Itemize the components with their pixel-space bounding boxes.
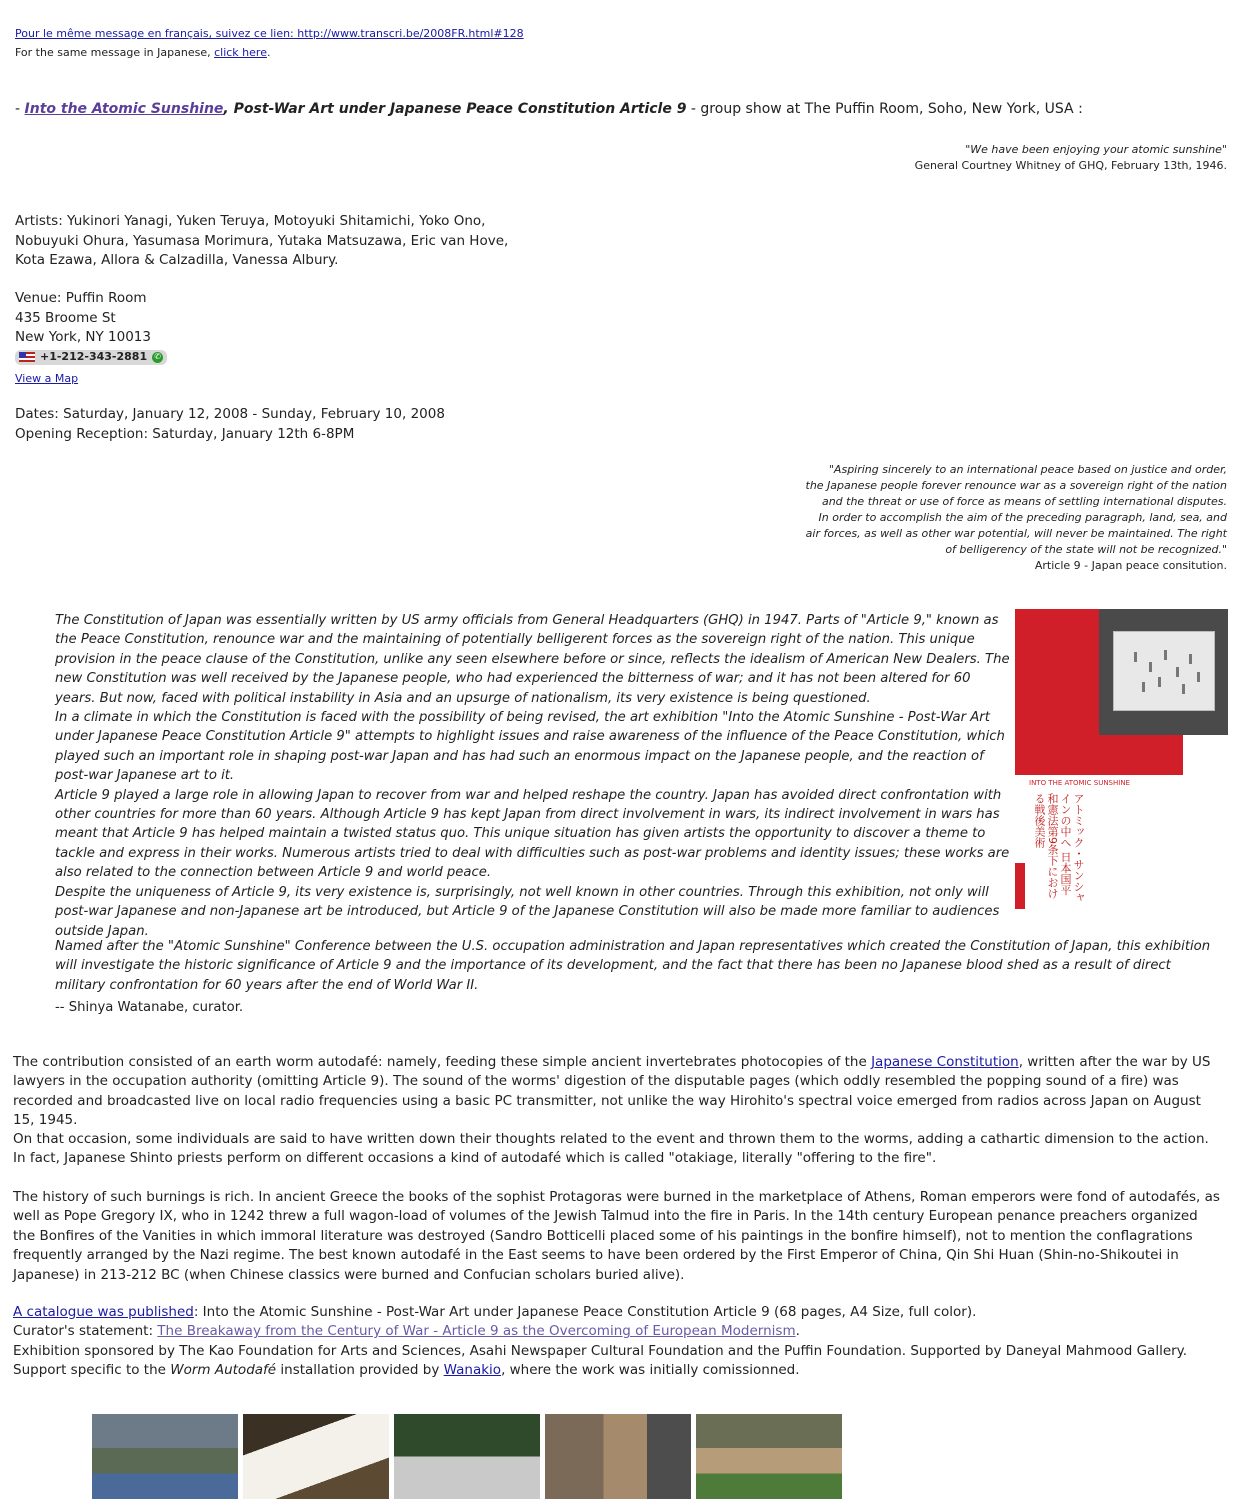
curator-statement-link[interactable]: The Breakaway from the Century of War - Article 9 as the Overcoming of European Modernism [157,1323,796,1340]
support-text-b: installation provided by [276,1362,444,1379]
curator-statement-label: Curator's statement: [13,1323,158,1340]
body-paragraph-3 [13,1188,1223,1285]
venue-city: New York, NY 10013 [15,329,151,345]
thumbnail-photo-2[interactable] [243,1414,389,1499]
french-version-link[interactable]: Pour le même message en français, suivez ce lien: http://www.transcri.be/2008FR.html#128 [15,27,524,40]
poster-japanese-title: アトミック・サンシャインの中へ 日本国平和憲法第9条下における戦後美術 [1033,793,1085,903]
sponsors-text: Exhibition sponsored by The Kao Foundation for Arts and Sciences, Asahi Newspaper Cultural Foundation and the Puffin Foundation. Supported by Daneyal Mahmood Gallery. [13,1342,1188,1359]
article9-attribution: Article 9 - Japan peace consitution. [1034,559,1227,572]
essay-paragraph-5: Named after the "Atomic Sunshine" Conference between the U.S. occupation administration and Japan representatives which created the Constitution of Japan, this exhibition will investigate the historic significance of Article 9 and the importance of its development, and the fact that there has been no Japanese blood shed as a result of direct military confrontation for 60 years after the end of World War II. [55,939,1211,993]
call-icon: ✆ [152,352,163,363]
curator-statement-end: . [795,1323,800,1340]
installation-table [1113,631,1215,711]
curator-signature: -- Shinya Watanabe, curator. [55,1000,244,1015]
exhibition-dates: Dates: Saturday, January 12, 2008 - Sunday, February 10, 2008 [15,406,445,422]
catalogue-link[interactable]: A catalogue was published [13,1304,194,1320]
curator-essay [55,611,1013,941]
japanese-prefix: For the same message in Japanese, [15,46,215,59]
article9-quote [757,462,1227,574]
essay-paragraph-3: Article 9 played a large role in allowing Japan to recover from war and helped reshape the country. Japan has avoided direct confrontation with other countries for more than 60 years. Although Article 9 has kept Japan from direct involvement in wars, its indirect involvement in wars has meant that Article 9 has helped maintain a twisted status quo. This unique situation has given artists the opportunity to discover a theme to tackle and express in their works. Numerous artists tried to deal with difficulties such as post-war problems and identity issues; these works are also related to the connection between Article 9 and world peace. [55,787,1010,881]
phone-number: +1-212-343-2881 [40,350,148,364]
artists-list [15,212,508,271]
body-paragraph-2 [13,1130,1223,1169]
thumbnail-photo-1[interactable] [92,1414,238,1499]
support-text-c: , where the work was initially comissionned. [501,1362,800,1379]
french-version-link-line [15,27,524,40]
body-p3-text: The history of such burnings is rich. In ancient Greece the books of the sophist Protagoras were burned in the marketplace of Athens, Roman emperors were fond of autodafés, as well as Pope Gregory IX, who in 1242 threw a full wagon-load of volumes of the Jewish Talmud into the fire in Paris. In the 14th century European penance preachers organized the Bonfires of the Vanities in which immoral literature was destroyed (Sandro Botticelli placed some of his paintings in the bonfire himself), not to mention the conflagrations frequently arranged by the Nazi regime. The best known autodafé in the East seems to have been ordered by the First Emperor of China, Qin Shi Huan (Shin-no-Shikoutei in Japanese) in 213-212 BC (when Chinese classics were burned and Confucian scholars buried alive). [13,1189,1220,1283]
worm-autodafe-title: Worm Autodafé [170,1362,277,1379]
essay-paragraph-4: Despite the uniqueness of Article 9, its very existence is, surprisingly, not well known in other countries. Through this exhibition, not only will post-war Japanese and non-Japanese art be introduced, but Article 9 of the Japanese Constitution will also be made more familiar to audiences outside Japan. [55,884,1000,939]
poster-caption: INTO THE ATOMIC SUNSHINE [1029,779,1130,787]
japanese-constitution-link[interactable]: Japanese Constitution [871,1054,1019,1070]
article9-quote-line-4: In order to accomplish the aim of the preceding paragraph, land, sea, and [818,511,1227,524]
venue-street: 435 Broome St [15,309,116,326]
whitney-quote-attribution: General Courtney Whitney of GHQ, February 13th, 1946. [914,159,1227,172]
show-title-link[interactable]: Into the Atomic Sunshine [24,101,224,117]
body-p2-text: On that occasion, some individuals are said to have written down their thoughts related to the event and thrown them to the worms, adding a cathartic dimension to the action. In fact, Japanese Shinto priests perform on different occasions a kind of autodafé which is called "otakiage, literally "offering to the fire". [13,1131,1209,1167]
body-paragraph-1 [13,1053,1223,1131]
whitney-quote-text: "We have been enjoying your atomic sunshine" [965,143,1227,156]
body-p1-text-a: The contribution consisted of an earth worm autodafé: namely, feeding these simple ancient invertebrates photocopies of the [13,1054,872,1070]
phone-badge[interactable] [15,350,167,365]
credits-block [13,1303,1223,1381]
whitney-quote [915,142,1227,174]
japanese-version-link[interactable]: click here [214,46,267,59]
artists-line-1: Artists: Yukinori Yanagi, Yuken Teruya, Motoyuki Shitamichi, Yoko Ono, [15,213,486,229]
wanakio-link[interactable]: Wanakio [443,1362,502,1379]
artists-line-3: Kota Ezawa, Allora & Calzadilla, Vanessa Albury. [15,252,339,268]
article9-quote-line-1: "Aspiring sincerely to an international peace based on justice and order, [828,463,1227,476]
artists-line-2: Nobuyuki Ohura, Yasumasa Morimura, Yutaka Matsuzawa, Eric van Hove, [15,232,509,249]
support-text-a: Support specific to the [13,1362,171,1379]
title-dash: - [15,101,25,117]
us-flag-icon [19,352,35,362]
show-venue-text: - group show at The Puffin Room, Soho, New York, USA : [686,101,1083,117]
article9-quote-line-2: the Japanese people forever renounce war as a sovereign right of the nation [805,479,1227,492]
article9-quote-line-6: of belligerency of the state will not be recognized." [945,543,1227,556]
photo-thumbnails [92,1414,842,1499]
thumbnail-photo-3[interactable] [394,1414,540,1499]
venue-block [15,289,167,388]
article9-quote-line-5: air forces, as well as other war potential, will never be maintained. The right [805,527,1227,540]
poster-red-bar [1015,863,1025,909]
poster-photo [1099,609,1228,735]
venue-name: Venue: Puffin Room [15,290,147,306]
article9-quote-line-3: and the threat or use of force as means of settling international disputes. [821,495,1227,508]
curator-essay-continued [55,937,1225,995]
essay-paragraph-2: In a climate in which the Constitution is faced with the possibility of being revised, the art exhibition "Into the Atomic Sunshine - Post-War Art under Japanese Peace Constitution Article 9" attempts to highlight issues and raise awareness of the influence of the Peace Constitution, which played such an important role in shaping post-war Japan and has had such an enormous impact on the Japanese people, and the reaction of post-war Japanese art to it. [55,710,1005,784]
exhibition-title [15,101,1083,117]
view-map-link[interactable]: View a Map [15,371,79,385]
thumbnail-photo-4[interactable] [545,1414,691,1499]
essay-paragraph-1: The Constitution of Japan was essentially written by US army officials from General Headquarters (GHQ) in 1947. Parts of "Article 9," known as the Peace Constitution, renounce war and the maintaining of potentially belligerent forces as the sovereign right of the nation. This unique provision in the peace clause of the Constitution, unlike any seen elsewhere before or since, reflects the idealism of American New Dealers. The new Constitution was well received by the Japanese people, who had experienced the bitterness of war; and it has not been altered for 60 years. But now, faced with political instability in Asia and an upsurge of nationalism, its very existence is being questioned. [55,613,1010,706]
dates-block [15,405,445,444]
japanese-suffix: . [266,46,271,59]
japanese-version-line [15,46,270,59]
show-subtitle: , Post-War Art under Japanese Peace Constitution Article 9 [223,101,687,117]
opening-reception: Opening Reception: Saturday, January 12th 6-8PM [15,425,355,442]
body-p1-text-b: , written after the war by US lawyers in the occupation authority (omitting Article 9). The sound of the worms' digestion of the disputable pages (which oddly resembled the popping sound of a fire) was recorded and broadcasted live on local radio frequencies using a basic PC transmitter, not unlike the way Hirohito's spectral voice emerged from radios across Japan on August 15, 1945. [13,1054,1211,1129]
exhibition-poster-image [1015,609,1228,909]
thumbnail-photo-5[interactable] [696,1414,842,1499]
catalogue-text: : Into the Atomic Sunshine - Post-War Art under Japanese Peace Constitution Article 9 (68 pages, A4 Size, full color). [193,1304,977,1320]
